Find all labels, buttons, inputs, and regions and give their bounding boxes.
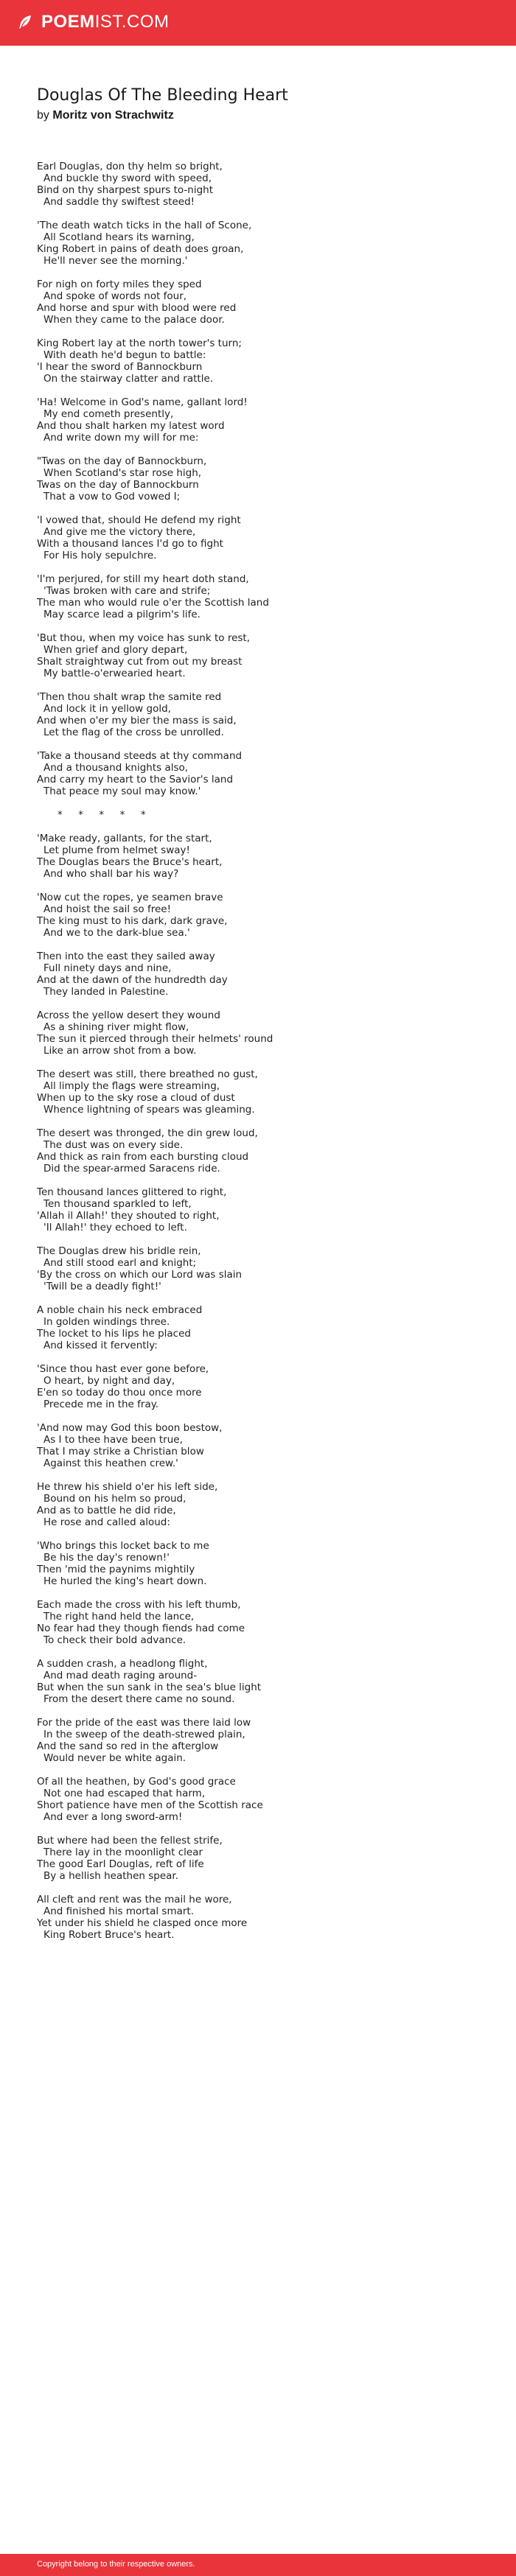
poem-line: But where had been the fellest strife, xyxy=(37,1835,223,1847)
poem-line: Short patience have men of the Scottish race xyxy=(37,1799,263,1811)
poem-line: As I to thee have been true, xyxy=(43,1434,183,1446)
poem-line: 'Then thou shalt wrap the samite red xyxy=(37,691,222,703)
poem-line: 'By the cross on which our Lord was slain xyxy=(37,1269,243,1281)
poem-line: By a hellish heathen spear. xyxy=(43,1870,179,1882)
stanza xyxy=(37,1658,479,1705)
poem-line: King Robert in pains of death does groan, xyxy=(37,243,244,255)
poem-title: Douglas Of The Bleeding Heart xyxy=(37,86,288,105)
poem-line: He'll never see the morning.' xyxy=(43,255,188,267)
poem-line: That a vow to God vowed I; xyxy=(43,491,181,503)
poem-line: And hoist the sail so free! xyxy=(43,903,171,915)
poem-line: For the pride of the east was there laid low xyxy=(37,1717,251,1729)
footer-bar xyxy=(0,2554,516,2576)
poem-line: He rose and called aloud: xyxy=(43,1516,170,1528)
poem-line: In the sweep of the death-strewed plain, xyxy=(43,1729,245,1740)
poem-line: Let plume from helmet sway! xyxy=(43,844,190,856)
poem-line: My end cometh presently, xyxy=(43,408,174,420)
poem-line: And when o'er my bier the mass is said, xyxy=(37,715,237,727)
stanza xyxy=(37,1127,479,1175)
poem-line: And we to the dark-blue sea.' xyxy=(43,927,190,939)
poem-line: 'Twill be a deadly fight!' xyxy=(43,1281,161,1292)
poem-line: Ten thousand sparkled to left, xyxy=(43,1198,192,1210)
poem-line: On the stairway clatter and rattle. xyxy=(43,373,214,385)
poem-line: Yet under his shield he clasped once more xyxy=(37,1917,248,1929)
stanza xyxy=(37,220,479,267)
poem-line: May scarce lead a pilgrim's life. xyxy=(43,609,201,620)
poem-line: But when the sun sank in the sea's blue light xyxy=(37,1681,262,1693)
poem-line: Would never be white again. xyxy=(43,1752,186,1764)
poem-line: For nigh on forty miles they sped xyxy=(37,279,202,290)
poem-line: He threw his shield o'er his left side, xyxy=(37,1481,218,1493)
poem-line: And the sand so red in the afterglow xyxy=(37,1740,219,1752)
poem-line: And buckle thy sword with speed, xyxy=(43,172,212,184)
stanza xyxy=(37,1481,479,1528)
top-bar xyxy=(0,0,516,46)
poem-line: King Robert lay at the north tower's turn; xyxy=(37,337,242,349)
poem-line: Against this heathen crew.' xyxy=(43,1457,178,1469)
poem-line: And who shall bar his way? xyxy=(43,868,179,880)
stanza xyxy=(37,1422,479,1469)
site-logo[interactable] xyxy=(16,10,170,34)
by-label: by xyxy=(37,109,49,122)
logo-text-bold: POEM xyxy=(41,12,95,32)
poem-line: The desert was thronged, the din grew loud, xyxy=(37,1127,258,1139)
poem-line: 'Ha! Welcome in God's name, gallant lord! xyxy=(37,396,248,408)
poem-line: When grief and glory depart, xyxy=(43,644,188,656)
poem-line: And ever a long sword-arm! xyxy=(43,1811,183,1823)
poem-line: All limply the flags were streaming, xyxy=(43,1080,220,1092)
poem-line: My battle-o'erwearied heart. xyxy=(43,668,186,679)
stanza xyxy=(37,1009,479,1057)
poem-line: Each made the cross with his left thumb, xyxy=(37,1599,241,1611)
poem-line: Did the spear-armed Saracens ride. xyxy=(43,1163,220,1175)
poem-line: 'Now cut the ropes, ye seamen brave xyxy=(37,892,223,903)
stanza xyxy=(37,1245,479,1292)
poem-line: Twas on the day of Bannockburn xyxy=(37,479,199,491)
poem-line: The man who would rule o'er the Scottish land xyxy=(37,597,269,609)
poem-line: And still stood earl and knight; xyxy=(43,1257,197,1269)
poem-line: Earl Douglas, don thy helm so bright, xyxy=(37,161,223,172)
poem-line: 'Il Allah!' they echoed to left. xyxy=(43,1222,187,1233)
poem-line: The good Earl Douglas, reft of life xyxy=(37,1858,204,1870)
poem-line: 'I hear the sword of Bannockburn xyxy=(37,361,203,373)
poem-line: And finished his mortal smart. xyxy=(43,1905,195,1917)
stanza xyxy=(37,1363,479,1410)
stanza xyxy=(37,1304,479,1351)
stanza xyxy=(37,1540,479,1587)
poem-line: And lock it in yellow gold, xyxy=(43,703,171,715)
poem-line: He hurled the king's heart down. xyxy=(43,1575,207,1587)
poem-line: For His holy sepulchre. xyxy=(43,550,157,561)
poem-line: And thick as rain from each bursting cloud xyxy=(37,1151,249,1163)
stanza xyxy=(37,1835,479,1882)
poem-line: 'The death watch ticks in the hall of Scone, xyxy=(37,220,252,231)
poem-body xyxy=(37,161,479,1953)
poem-line: Bound on his helm so proud, xyxy=(43,1493,186,1505)
poem-line: The sun it pierced through their helmets' round xyxy=(37,1033,273,1045)
poem-line: With death he'd begun to battle: xyxy=(43,349,206,361)
stanza xyxy=(37,1068,479,1116)
poem-line: All cleft and rent was the mail he wore, xyxy=(37,1894,232,1905)
poem-line: 'Twas broken with care and strife; xyxy=(43,585,211,597)
poem-line: 'Make ready, gallants, for the start, xyxy=(37,833,212,844)
poem-line: And kissed it fervently: xyxy=(43,1340,158,1351)
poem-line: 'Take a thousand steeds at thy command xyxy=(37,750,243,762)
poem-line: As a shining river might flow, xyxy=(43,1021,189,1033)
poem-line: Whence lightning of spears was gleaming. xyxy=(43,1104,255,1116)
poem-line: And horse and spur with blood were red xyxy=(37,302,237,314)
poem-line: 'I'm perjured, for still my heart doth stand, xyxy=(37,573,249,585)
stanza xyxy=(37,1776,479,1823)
poem-line: Not one had escaped that harm, xyxy=(43,1788,206,1799)
poem-line: 'Who brings this locket back to me xyxy=(37,1540,209,1552)
poem-line: With a thousand lances I'd go to fight xyxy=(37,538,223,550)
poem-line: O heart, by night and day, xyxy=(43,1375,175,1387)
stanza xyxy=(37,1186,479,1233)
poem-line: And as to battle he did ride, xyxy=(37,1505,176,1516)
poem-line: Of all the heathen, by God's good grace xyxy=(37,1776,236,1788)
poem-line: They landed in Palestine. xyxy=(43,986,169,998)
stanza xyxy=(37,337,479,385)
poem-line: And a thousand knights also, xyxy=(43,762,189,774)
poem-line: Be his the day's renown!' xyxy=(43,1552,170,1564)
poem-line: 'Allah il Allah!' they shouted to right, xyxy=(37,1210,220,1222)
poem-line: And write down my will for me: xyxy=(43,432,199,444)
poem-line: When up to the sky rose a cloud of dust xyxy=(37,1092,235,1104)
stanza xyxy=(37,951,479,998)
poem-line: E'en so today do thou once more xyxy=(37,1387,202,1399)
poem-line: Shalt straightway cut from out my breast xyxy=(37,656,243,668)
byline xyxy=(37,108,479,124)
poem-line: And thou shalt harken my latest word xyxy=(37,420,225,432)
poem-line: To check their bold advance. xyxy=(43,1634,186,1646)
poem-line: 'And now may God this boon bestow, xyxy=(37,1422,223,1434)
poem-line: Let the flag of the cross be unrolled. xyxy=(43,727,224,738)
poem-line: Full ninety days and nine, xyxy=(43,962,172,974)
poem-line: No fear had they though fiends had come xyxy=(37,1623,245,1634)
poem-line: And spoke of words not four, xyxy=(43,290,187,302)
poem-line: The Douglas drew his bridle rein, xyxy=(37,1245,201,1257)
poem-line: Bind on thy sharpest spurs to-night xyxy=(37,184,214,196)
poem-line: Like an arrow shot from a bow. xyxy=(43,1045,197,1057)
poem-line: King Robert Bruce's heart. xyxy=(43,1929,175,1941)
poem-line: When they came to the palace door. xyxy=(43,314,225,326)
poem-line: In golden windings three. xyxy=(43,1316,170,1328)
poem-line: When Scotland's star rose high, xyxy=(43,467,202,479)
poem-line: The Douglas bears the Bruce's heart, xyxy=(37,856,223,868)
poem-line: That I may strike a Christian blow xyxy=(37,1446,204,1457)
poem-line: The dust was on every side. xyxy=(43,1139,184,1151)
poem-line: The right hand held the lance, xyxy=(43,1611,195,1623)
feather-icon xyxy=(16,13,34,31)
poem-line: A sudden crash, a headlong flight, xyxy=(37,1658,208,1670)
stanza xyxy=(37,455,479,503)
stanza xyxy=(37,632,479,679)
poem-line: And give me the victory there, xyxy=(43,526,196,538)
stanza xyxy=(37,573,479,620)
poem-line: 'Since thou hast ever gone before, xyxy=(37,1363,209,1375)
poem-line: 'I vowed that, should He defend my right xyxy=(37,514,241,526)
stanza xyxy=(37,750,479,797)
poem-line: The locket to his lips he placed xyxy=(37,1328,191,1340)
logo-text-light: IST.COM xyxy=(94,12,170,32)
poem-line: Then into the east they sailed away xyxy=(37,951,215,962)
poem-line: And at the dawn of the hundredth day xyxy=(37,974,228,986)
poem-line: All Scotland hears its warning, xyxy=(43,231,195,243)
section-separator: * * * * * xyxy=(57,809,146,821)
stanza xyxy=(37,1599,479,1646)
stanza xyxy=(37,161,479,208)
poem-line: 'But thou, when my voice has sunk to rest, xyxy=(37,632,250,644)
poem-line: Across the yellow desert they wound xyxy=(37,1009,220,1021)
stanza xyxy=(37,892,479,939)
stanza xyxy=(37,691,479,738)
author-link[interactable]: Moritz von Strachwitz xyxy=(52,109,174,122)
poem-line: There lay in the moonlight clear xyxy=(43,1847,203,1858)
poem-line: And carry my heart to the Savior's land xyxy=(37,774,234,785)
stanza xyxy=(37,279,479,326)
copyright-text: Copyright belong to their respective owners. xyxy=(37,2560,195,2569)
poem-line: Then 'mid the paynims mightily xyxy=(37,1564,195,1575)
poem-line: The desert was still, there breathed no gust, xyxy=(37,1068,258,1080)
stanza xyxy=(37,514,479,561)
poem-line: And saddle thy swiftest steed! xyxy=(43,196,195,208)
poem-line: From the desert there came no sound. xyxy=(43,1693,235,1705)
poem-line: The king must to his dark, dark grave, xyxy=(37,915,228,927)
stanza xyxy=(37,833,479,880)
stanza xyxy=(37,1894,479,1941)
poem-line: That peace my soul may know.' xyxy=(43,785,201,797)
poem-line: A noble chain his neck embraced xyxy=(37,1304,203,1316)
poem-line: "Twas on the day of Bannockburn, xyxy=(37,455,207,467)
stanza xyxy=(37,1717,479,1764)
poem-line: And mad death raging around- xyxy=(43,1670,198,1681)
poem-header xyxy=(37,85,479,124)
poem-line: Ten thousand lances glittered to right, xyxy=(37,1186,227,1198)
poem-line: Precede me in the fray. xyxy=(43,1399,159,1410)
stanza xyxy=(37,396,479,444)
